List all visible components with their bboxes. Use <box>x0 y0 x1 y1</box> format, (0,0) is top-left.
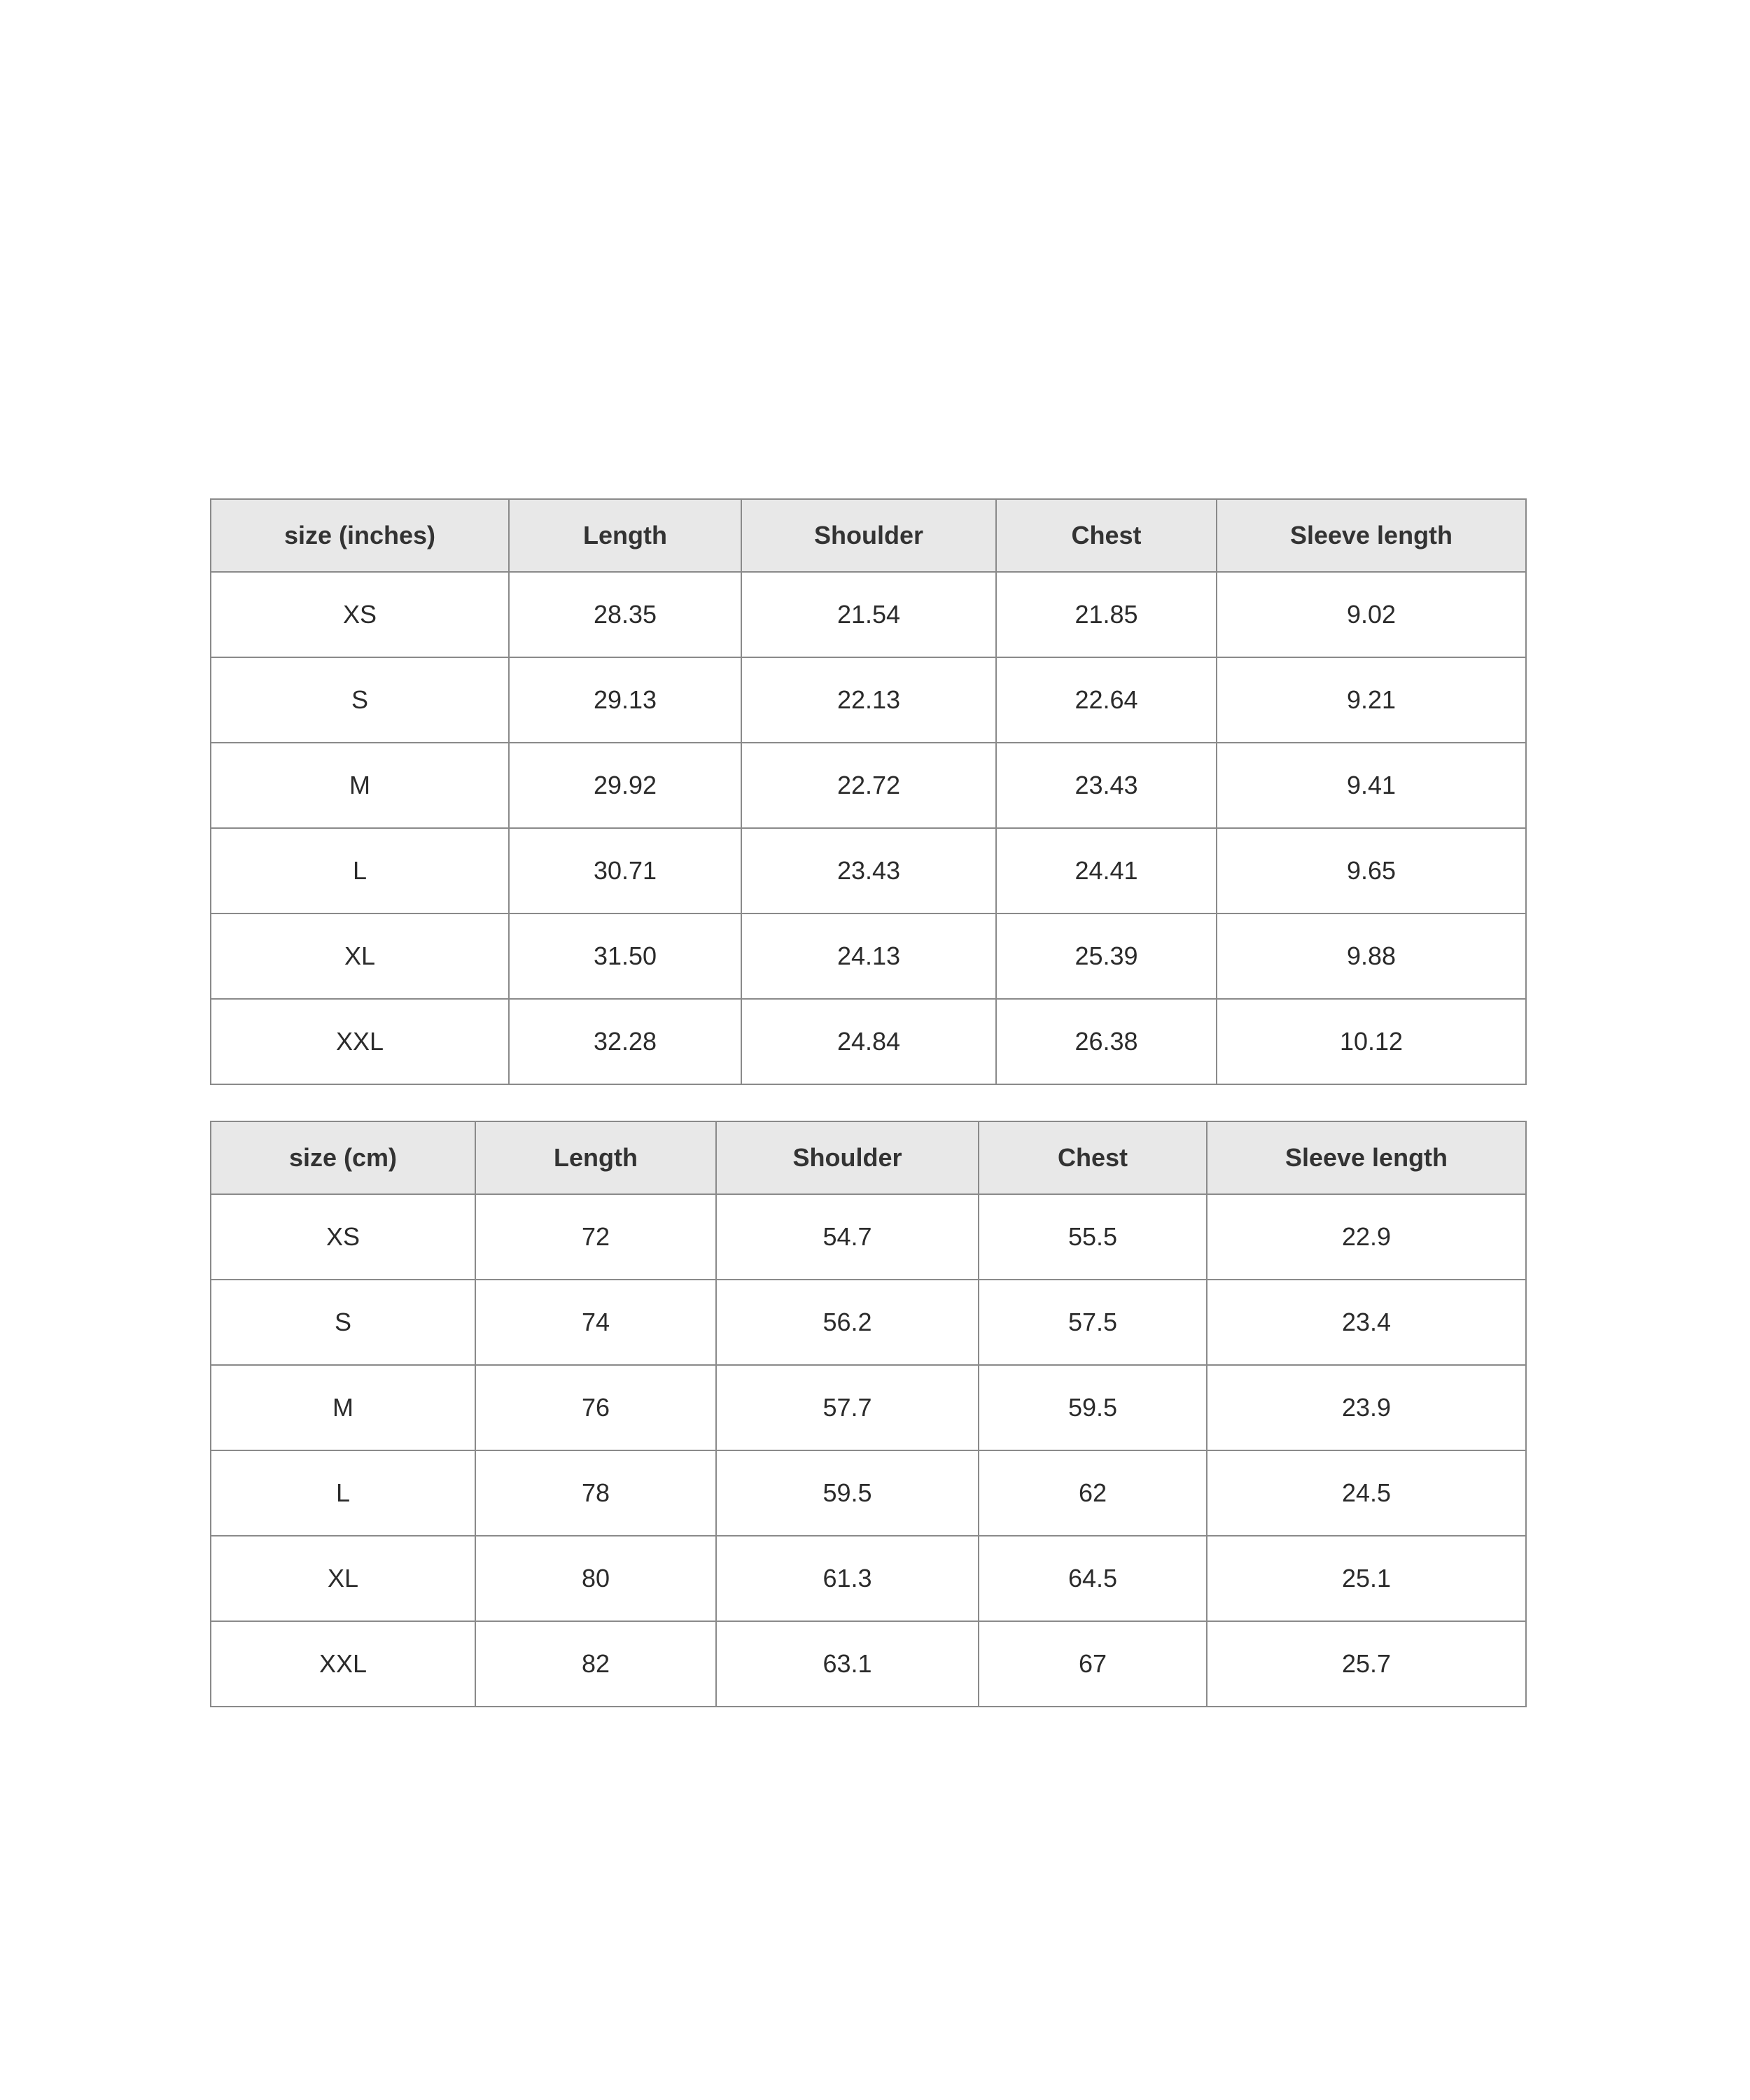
header-chest: Chest <box>979 1121 1207 1194</box>
cell-sleeve-length: 9.21 <box>1217 657 1526 743</box>
cell-chest: 57.5 <box>979 1280 1207 1365</box>
cell-length: 29.92 <box>509 743 741 828</box>
cell-size: XXL <box>211 1621 475 1707</box>
cell-chest: 21.85 <box>996 572 1217 657</box>
cell-sleeve-length: 24.5 <box>1207 1450 1526 1536</box>
table-row <box>211 572 1526 657</box>
cell-sleeve-length: 23.4 <box>1207 1280 1526 1365</box>
cell-chest: 64.5 <box>979 1536 1207 1621</box>
size-chart-cm-table <box>210 1121 1527 1707</box>
cell-sleeve-length: 10.12 <box>1217 999 1526 1084</box>
cell-chest: 55.5 <box>979 1194 1207 1280</box>
cell-shoulder: 61.3 <box>716 1536 979 1621</box>
cell-length: 82 <box>475 1621 716 1707</box>
cell-chest: 23.43 <box>996 743 1217 828</box>
table-row <box>211 1450 1526 1536</box>
cell-sleeve-length: 25.1 <box>1207 1536 1526 1621</box>
table-row <box>211 828 1526 913</box>
header-shoulder: Shoulder <box>716 1121 979 1194</box>
table-row <box>211 913 1526 999</box>
cell-shoulder: 24.13 <box>741 913 996 999</box>
table-row <box>211 743 1526 828</box>
cell-shoulder: 54.7 <box>716 1194 979 1280</box>
header-size: size (inches) <box>211 499 509 572</box>
header-sleeve-length: Sleeve length <box>1207 1121 1526 1194</box>
cell-size: S <box>211 1280 475 1365</box>
cell-length: 76 <box>475 1365 716 1450</box>
cell-chest: 24.41 <box>996 828 1217 913</box>
cell-shoulder: 22.13 <box>741 657 996 743</box>
header-length: Length <box>509 499 741 572</box>
cell-size: L <box>211 1450 475 1536</box>
table-row <box>211 1194 1526 1280</box>
cell-shoulder: 56.2 <box>716 1280 979 1365</box>
cell-shoulder: 22.72 <box>741 743 996 828</box>
header-size: size (cm) <box>211 1121 475 1194</box>
header-sleeve-length: Sleeve length <box>1217 499 1526 572</box>
cell-length: 74 <box>475 1280 716 1365</box>
table-row <box>211 1280 1526 1365</box>
cell-chest: 59.5 <box>979 1365 1207 1450</box>
cell-size: S <box>211 657 509 743</box>
cell-shoulder: 24.84 <box>741 999 996 1084</box>
size-chart-inches-table <box>210 498 1527 1085</box>
cell-shoulder: 63.1 <box>716 1621 979 1707</box>
cell-length: 30.71 <box>509 828 741 913</box>
cell-length: 32.28 <box>509 999 741 1084</box>
cell-sleeve-length: 9.02 <box>1217 572 1526 657</box>
cell-chest: 67 <box>979 1621 1207 1707</box>
cell-size: M <box>211 1365 475 1450</box>
cell-sleeve-length: 22.9 <box>1207 1194 1526 1280</box>
cell-length: 78 <box>475 1450 716 1536</box>
table-row <box>211 999 1526 1084</box>
cell-length: 29.13 <box>509 657 741 743</box>
table-row <box>211 1365 1526 1450</box>
cell-chest: 25.39 <box>996 913 1217 999</box>
cell-size: XS <box>211 1194 475 1280</box>
cell-size: XXL <box>211 999 509 1084</box>
cell-size: XL <box>211 913 509 999</box>
cell-size: XS <box>211 572 509 657</box>
cell-length: 72 <box>475 1194 716 1280</box>
cell-sleeve-length: 9.88 <box>1217 913 1526 999</box>
cell-length: 28.35 <box>509 572 741 657</box>
cell-size: XL <box>211 1536 475 1621</box>
cell-chest: 26.38 <box>996 999 1217 1084</box>
cell-chest: 22.64 <box>996 657 1217 743</box>
cell-sleeve-length: 9.41 <box>1217 743 1526 828</box>
table-row <box>211 1536 1526 1621</box>
cell-shoulder: 21.54 <box>741 572 996 657</box>
cell-sleeve-length: 25.7 <box>1207 1621 1526 1707</box>
table-row <box>211 657 1526 743</box>
cell-size: M <box>211 743 509 828</box>
cell-sleeve-length: 23.9 <box>1207 1365 1526 1450</box>
table-header-row <box>211 1121 1526 1194</box>
cell-sleeve-length: 9.65 <box>1217 828 1526 913</box>
cell-shoulder: 59.5 <box>716 1450 979 1536</box>
table-row <box>211 1621 1526 1707</box>
cell-length: 80 <box>475 1536 716 1621</box>
cell-length: 31.50 <box>509 913 741 999</box>
cell-size: L <box>211 828 509 913</box>
header-shoulder: Shoulder <box>741 499 996 572</box>
table-header-row <box>211 499 1526 572</box>
header-length: Length <box>475 1121 716 1194</box>
header-chest: Chest <box>996 499 1217 572</box>
cell-chest: 62 <box>979 1450 1207 1536</box>
cell-shoulder: 57.7 <box>716 1365 979 1450</box>
cell-shoulder: 23.43 <box>741 828 996 913</box>
